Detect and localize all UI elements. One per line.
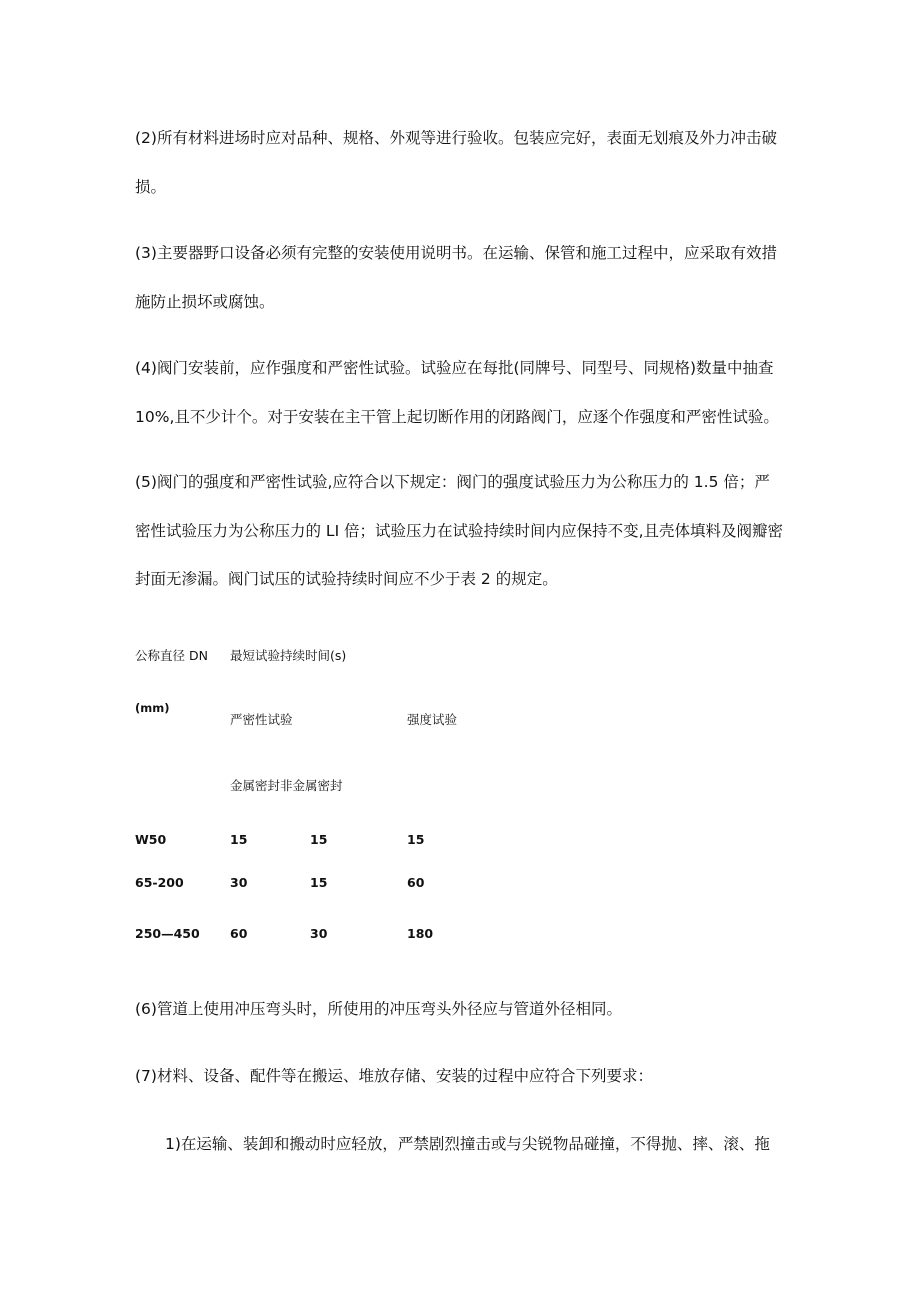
table-cell-dn: W50 [135,832,167,847]
table-cell-metal: 15 [230,832,248,847]
paragraph-4-line-1: (4)阀门安装前，应作强度和严密性试验。试验应在每批(同牌号、同型号、同规格)数量中抽查 [135,359,774,377]
paragraph-5-line-2: 密性试验压力为公称压力的 LI 倍；试验压力在试验持续时间内应保持不变,且壳体填料及阀瓣密 [135,522,783,540]
table-header-seal-types: 金属密封非金属密封 [230,778,343,793]
table-cell-metal: 30 [230,875,248,890]
table-cell-nonmetal: 15 [310,875,328,890]
table-header-tightness: 严密性试验 [230,712,293,727]
paragraph-7: (7)材料、设备、配件等在搬运、堆放存储、安装的过程中应符合下列要求： [135,1067,653,1085]
table-cell-metal: 60 [230,926,248,941]
table-cell-strength: 180 [407,926,434,941]
table-cell-nonmetal: 15 [310,832,328,847]
paragraph-3-line-2: 施防止损坏或腐蚀。 [135,293,275,311]
table-header-strength: 强度试验 [407,712,458,727]
table-cell-dn: 250—450 [135,926,200,941]
table-cell-strength: 60 [407,875,425,890]
paragraph-2-line-1: (2)所有材料进场时应对品种、规格、外观等进行验收。包装应完好，表面无划痕及外力冲击破 [135,129,777,147]
table-cell-nonmetal: 30 [310,926,328,941]
paragraph-3-line-1: (3)主要器野口设备必须有完整的安装使用说明书。在运输、保管和施工过程中，应采取有效措 [135,244,777,262]
table-cell-strength: 15 [407,832,425,847]
table-header-group: 最短试验持续时间(s) [230,648,347,663]
table-header-unit: (mm) [135,701,170,715]
table-header-dn: 公称直径 DN [135,648,208,663]
paragraph-5-line-3: 封面无渗漏。阀门试压的试验持续时间应不少于表 2 的规定。 [135,570,558,588]
paragraph-6: (6)管道上使用冲压弯头时，所使用的冲压弯头外径应与管道外径相同。 [135,1000,622,1018]
table-cell-dn: 65-200 [135,875,184,890]
paragraph-4-line-2: 10%,且不少计个。对于安装在主干管上起切断作用的闭路阀门，应逐个作强度和严密性试验。 [135,408,779,426]
list-item-1: 1)在运输、装卸和搬动时应轻放，严禁剧烈撞击或与尖锐物品碰撞，不得抛、摔、滚、拖 [165,1135,770,1153]
paragraph-5-line-1: (5)阀门的强度和严密性试验,应符合以下规定：阀门的强度试验压力为公称压力的 1.5 倍；严 [135,473,770,491]
paragraph-2-line-2: 损。 [135,178,167,196]
